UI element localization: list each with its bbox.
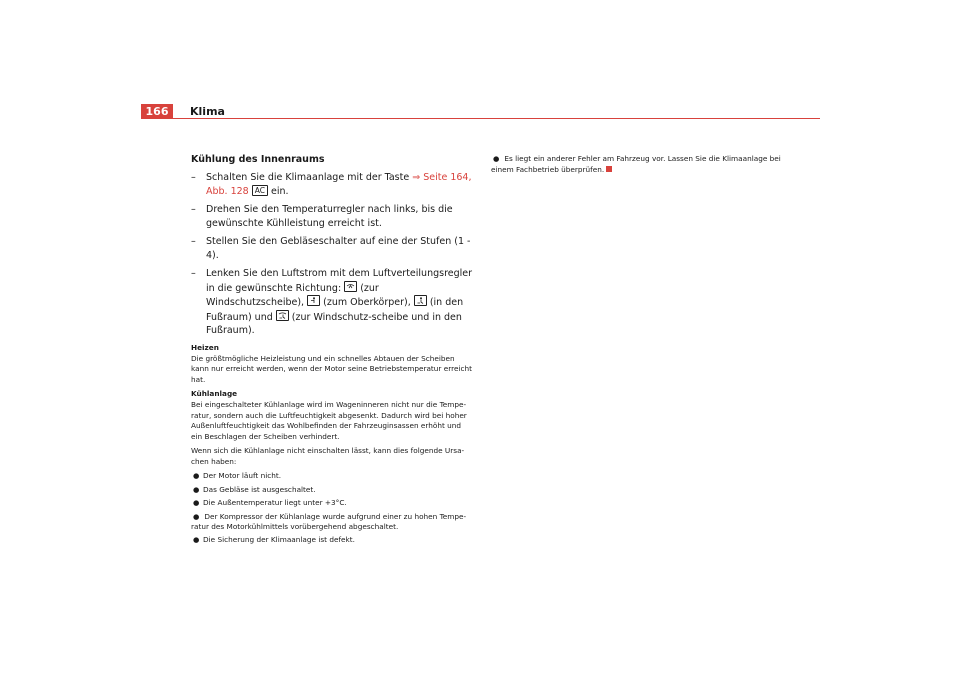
list-item <box>191 498 473 509</box>
section-title-ac-system: Kühlanlage <box>191 389 238 398</box>
step-dash: – <box>191 172 196 183</box>
section-title-heating: Heizen <box>191 342 219 352</box>
list-item-text: Der Motor läuft nicht. <box>203 471 282 480</box>
step-4-text-1: Lenken Sie den Luftstrom mit dem Luftverteilungsregler in die gewünschte Richtung: <box>206 268 473 294</box>
step-1-text-b: ein. <box>268 185 289 197</box>
bullet-dot: ● <box>193 471 200 480</box>
list-item <box>491 154 781 175</box>
step-4-text-4: (in den Fußraum) und <box>206 297 464 323</box>
bullet-dot: ● <box>193 511 200 521</box>
chapter-title: Klima <box>190 105 225 118</box>
step-3-text: Stellen Sie den Gebläseschalter auf eine der Stufen (1 - 4). <box>206 236 471 261</box>
list-item-text: Der Kompressor der Kühlanlage wurde aufgrund einer zu hohen Tempe-ratur des Motorkühlmittels vorübergehend abgeschaltet. <box>191 511 467 531</box>
right-column <box>491 154 781 177</box>
page-number: 166 <box>141 104 173 119</box>
list-item <box>191 535 473 546</box>
step-1 <box>191 171 473 198</box>
step-4 <box>191 267 473 338</box>
bullet-dot: ● <box>193 498 200 507</box>
section-end-marker <box>606 166 612 172</box>
page-reference-link[interactable]: ⇒ Seite 164, Abb. 128 <box>206 172 472 197</box>
windshield-air-icon <box>344 281 357 292</box>
bullet-dot: ● <box>193 534 200 544</box>
list-item <box>191 485 473 496</box>
ac-system-paragraph-1: Bei eingeschalteter Kühlanlage wird im Wageninneren nicht nur die Tempe-ratur, sondern auch die Luftfeuchtigkeit abgesenkt. Dadurch wird bei hoher Außenluftfeuchtigkeit das Wohlbefinden der Fahrzeuginsassen erhöht und ein Beschlagen der Scheiben verhindert. <box>191 400 467 441</box>
step-dash: – <box>191 204 196 215</box>
bullet-dot: ● <box>493 154 500 163</box>
step-1-text-a: Schalten Sie die Klimaanlage mit der Taste <box>206 172 413 183</box>
list-item-text: Das Gebläse ist ausgeschaltet. <box>203 484 316 494</box>
step-dash: – <box>191 236 196 247</box>
step-2-text: Drehen Sie den Temperaturregler nach links, bis die gewünschte Kühlleistung erreicht ist. <box>206 204 453 229</box>
step-4-text-3: (zum Oberkörper), <box>320 297 414 308</box>
step-dash: – <box>191 268 196 279</box>
ac-system-paragraph-2: Wenn sich die Kühlanlage nicht einschalten lässt, kann dies folgende Ursa-chen haben: <box>191 446 465 466</box>
header-rule <box>141 118 820 119</box>
upper-body-air-icon <box>307 295 320 306</box>
list-item-text: Die Außentemperatur liegt unter +3°C. <box>203 498 347 507</box>
step-4-text-2: (zur Windschutzscheibe), <box>206 282 379 308</box>
ac-key-symbol: AC <box>252 185 268 196</box>
list-item-text: Die Sicherung der Klimaanlage ist defekt. <box>203 534 355 544</box>
windshield-footwell-air-icon <box>276 310 289 321</box>
footwell-air-icon <box>414 295 427 306</box>
heating-text: Die größtmögliche Heizleistung und ein schnelles Abtauen der Scheiben kann nur erreicht werden, wenn der Motor seine Betriebstemperatur erreicht hat. <box>191 353 472 384</box>
list-item <box>191 512 473 533</box>
step-4-text-5: (zur Windschutz-scheibe und in den Fußraum). <box>206 311 462 336</box>
step-2 <box>191 203 473 230</box>
section-title-cooling: Kühlung des Innenraums <box>191 154 325 165</box>
list-item <box>191 471 473 482</box>
left-column <box>191 153 473 548</box>
bullet-dot: ● <box>193 484 200 494</box>
list-item-text: Es liegt ein anderer Fehler am Fahrzeug vor. Lassen Sie die Klimaanlage bei einem Fachbetrieb überprüfen. <box>491 154 781 174</box>
step-3 <box>191 235 473 262</box>
